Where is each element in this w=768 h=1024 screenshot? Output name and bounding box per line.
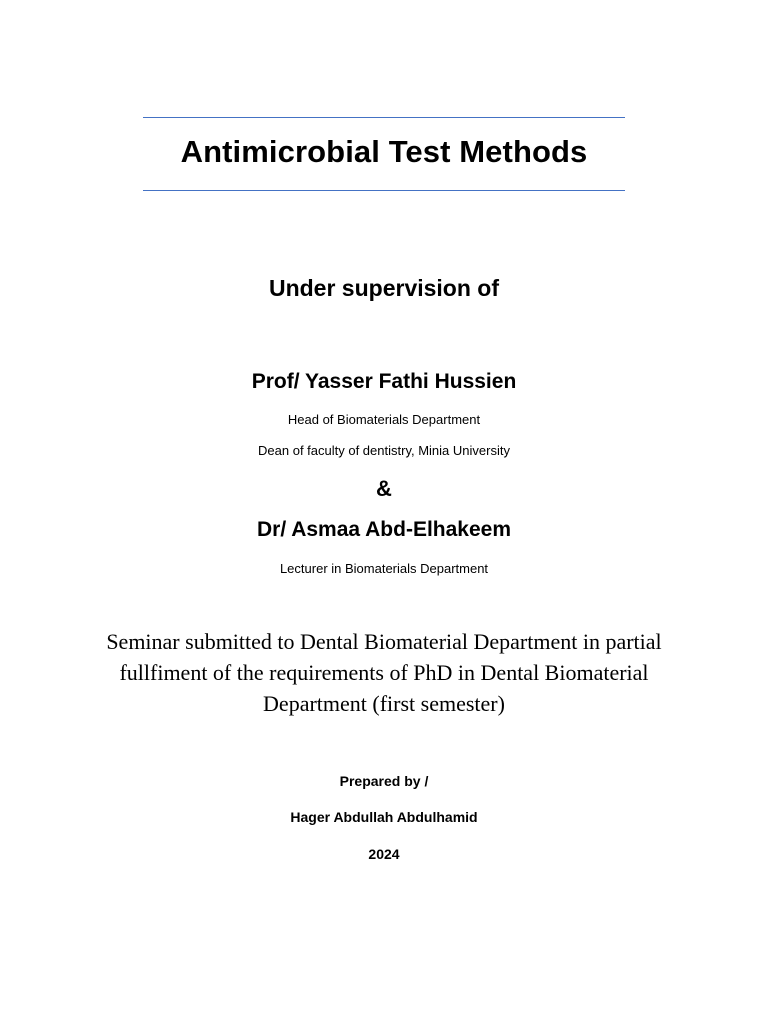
statement-line-3: Department (first semester) [263, 691, 505, 716]
supervisor-separator: & [376, 476, 392, 501]
statement-line-2: fullfiment of the requirements of PhD in Dental Biomaterial [119, 660, 649, 685]
year: 2024 [368, 846, 400, 862]
prepared-by-label: Prepared by / [339, 773, 429, 789]
supervisor-1-role-1: Head of Biomaterials Department [287, 412, 481, 427]
supervisor-2-name: Dr/ Asmaa Abd-Elhakeem [256, 518, 512, 541]
supervisor-1-role-2: Dean of faculty of dentistry, Minia University [258, 443, 510, 458]
submission-statement [84, 626, 684, 719]
supervision-heading: Under supervision of [268, 275, 500, 301]
supervisor-1-name: Prof/ Yasser Fathi Hussien [251, 370, 517, 393]
title-bottom-rule [143, 190, 625, 191]
title-top-rule [143, 117, 625, 118]
author-name: Hager Abdullah Abdulhamid [290, 809, 478, 825]
supervisor-2-role-1: Lecturer in Biomaterials Department [279, 561, 489, 576]
statement-line-1: Seminar submitted to Dental Biomaterial Department in partial [106, 629, 662, 654]
document-title: Antimicrobial Test Methods [180, 134, 588, 169]
